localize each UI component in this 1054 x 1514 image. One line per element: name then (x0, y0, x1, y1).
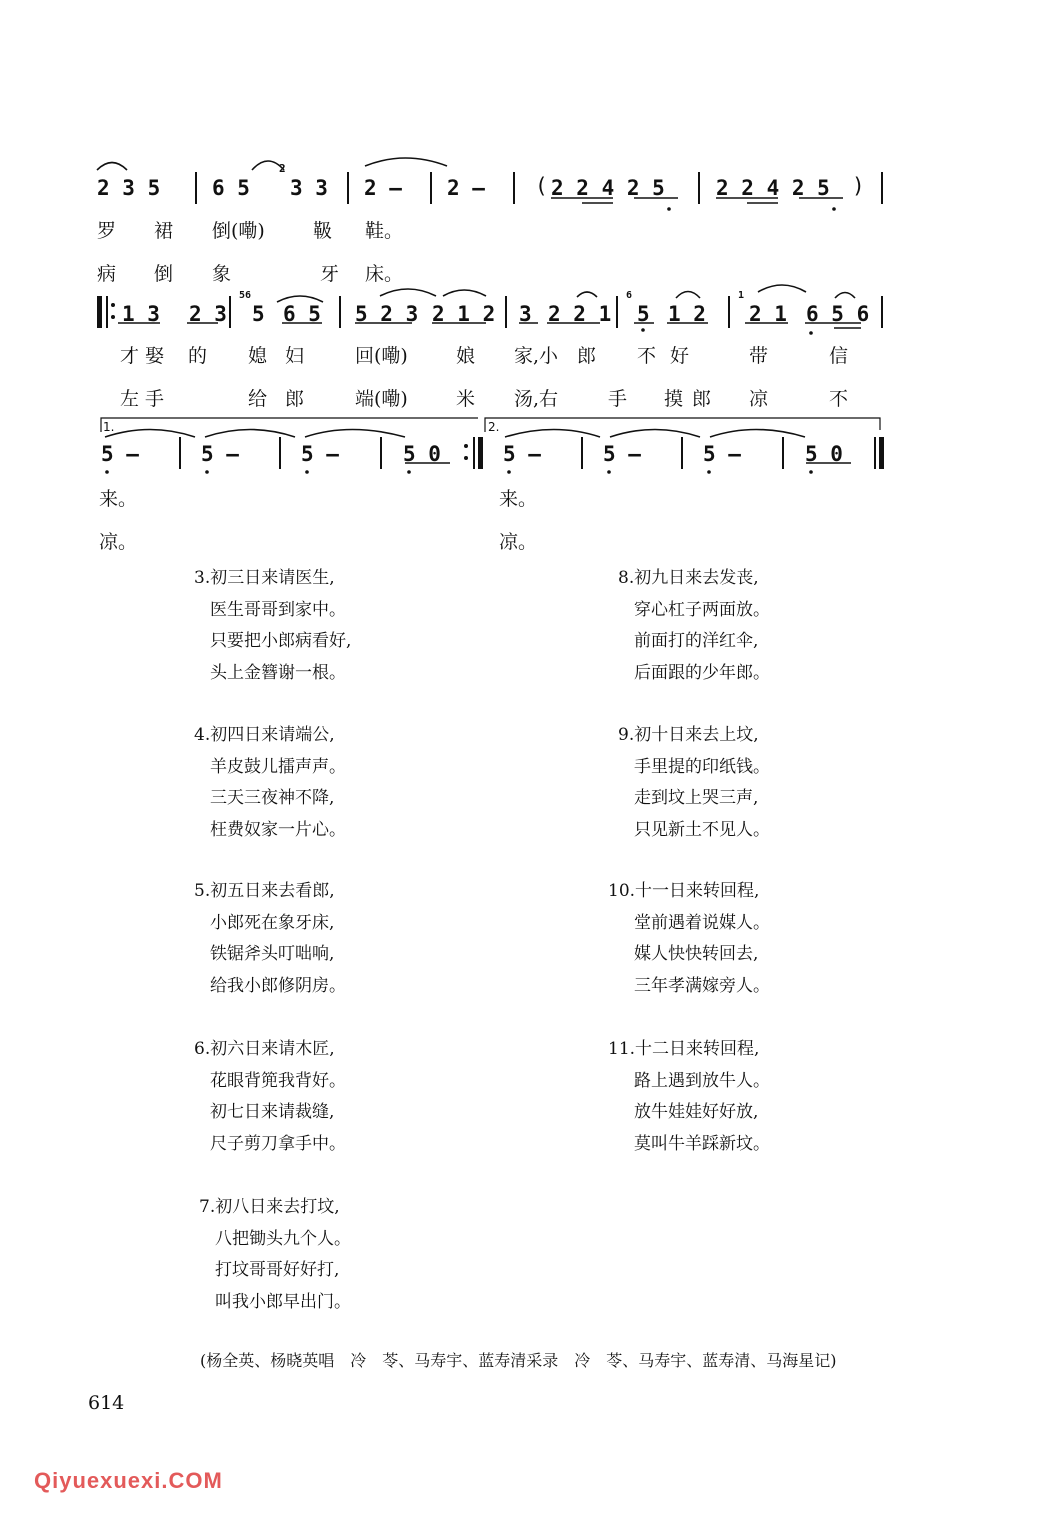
lyric-word: 米 (456, 388, 476, 410)
notes-221: 2 2 1 (548, 302, 612, 326)
notes-5dash: 5 – (703, 442, 741, 466)
barline (728, 296, 730, 328)
verse-line: 只要把小郎病看好, (210, 631, 352, 651)
notes-50: 5 0 (403, 442, 441, 466)
lyric-word: 倒(嘞) (212, 220, 265, 242)
verse-10 (608, 876, 770, 1002)
lyric-word: 带 (749, 345, 769, 367)
verse-line: 3.初三日来请医生, (194, 568, 335, 588)
final-barline (879, 437, 884, 469)
lyric-word: 郎 (285, 388, 305, 410)
notes-5dash: 5 – (301, 442, 339, 466)
barline (339, 296, 341, 328)
notes-65: 6 5 (212, 176, 250, 200)
barline (581, 437, 583, 469)
verse-line: 9.初十日来去上坟, (618, 725, 759, 745)
notes-2dash: 2 – (447, 176, 485, 200)
lyric-word: 凉 (749, 388, 769, 410)
verse-line: 11.十二日来转回程, (608, 1039, 760, 1059)
lyric-word: 郎 (577, 345, 597, 367)
page-number: 614 (88, 1392, 125, 1414)
paren-close: ) (852, 174, 865, 198)
repeat-start-thin (106, 296, 108, 328)
verse-line: 莫叫牛羊踩新坟。 (634, 1133, 770, 1154)
notes-65: 6 5 (283, 302, 321, 326)
barline (380, 437, 382, 469)
lyric-word: 家,小 (514, 345, 559, 367)
verse-line: 放牛娃娃好好放, (634, 1102, 759, 1122)
lyric-word: 信 (829, 345, 849, 367)
verse-line: 给我小郎修阴房。 (210, 975, 346, 996)
notes-50: 5 0 (805, 442, 843, 466)
lyric-word: 回(嘞) (355, 345, 408, 367)
barline (881, 172, 883, 204)
notes-12: 1 2 (668, 302, 706, 326)
verse-3 (194, 563, 352, 689)
notes-21: 2 1 (749, 302, 787, 326)
verse-5 (194, 876, 346, 1002)
lyric-word: 娘 (456, 345, 476, 367)
notes-656: 6 5 6 (806, 302, 870, 326)
notes-33: 3 3 (290, 176, 328, 200)
notes-523: 5 2 3 (355, 302, 419, 326)
barline (229, 296, 231, 328)
notes-23: 2 3 (189, 302, 227, 326)
notes-5dash: 5 – (201, 442, 239, 466)
verse-line: 走到坟上哭三声, (634, 788, 759, 808)
lyric-word: 手 (608, 388, 628, 410)
lyric-word: 罗 (97, 220, 117, 242)
tie (365, 158, 447, 166)
barline (881, 296, 883, 328)
lyric-word: 不 (637, 345, 657, 367)
lyric-word: 来。 (99, 488, 138, 510)
music-score (0, 0, 1054, 560)
verse-line: 初七日来请裁缝, (210, 1102, 335, 1122)
barline (505, 296, 507, 328)
barline (179, 437, 181, 469)
lyric-word: 裙 (154, 220, 174, 242)
verse-line: 手里提的印纸钱。 (634, 756, 770, 777)
notes-2dash: 2 – (364, 176, 402, 200)
verse-line: 三天三夜神不降, (210, 788, 335, 808)
lyric-word: 手 (145, 388, 165, 410)
verse-line: 叫我小郎早出门。 (215, 1291, 351, 1312)
lyric-word: 床。 (365, 263, 404, 285)
lyric-word: 媳 (248, 345, 268, 367)
notes-13: 1 3 (122, 302, 160, 326)
barline (279, 437, 281, 469)
grace-1: 1 (738, 290, 745, 301)
notes-3: 3 (519, 302, 532, 326)
barline (195, 172, 197, 204)
lyric-word: 靸 (313, 220, 333, 242)
verse-4 (194, 720, 346, 846)
lyric-word: 才 (120, 345, 140, 367)
lyric-word: 端(嘞) (355, 388, 408, 410)
verse-line: 穿心杠子两面放。 (634, 599, 770, 620)
notes-5: 5 (252, 302, 265, 326)
lyric-word: 象 (212, 263, 232, 285)
ending-2: 2. (488, 420, 500, 434)
lyric-word: 汤,右 (514, 388, 559, 410)
notes-212: 2 1 2 (432, 302, 496, 326)
verse-line: 八把锄头九个人。 (215, 1228, 351, 1249)
notes-235: 2 3 5 (97, 176, 161, 200)
verse-line: 路上遇到放牛人。 (634, 1070, 770, 1091)
verse-line: 尺子剪刀拿手中。 (210, 1133, 346, 1154)
verse-line: 医生哥哥到家中。 (210, 599, 346, 620)
verse-line: 8.初九日来去发丧, (618, 568, 759, 588)
verse-line: 5.初五日来去看郎, (194, 881, 335, 901)
lyric-word: 鞋。 (365, 220, 404, 242)
verse-line: 前面打的洋红伞, (634, 631, 759, 651)
watermark-logo: Qiyuexuexi.COM (34, 1468, 223, 1493)
lyric-word: 的 (188, 345, 208, 367)
verse-8 (618, 563, 770, 689)
verse-line: 媒人快快转回去, (634, 944, 759, 964)
notes-22425: 2 2 4 2 5 (716, 176, 830, 200)
verse-6 (194, 1034, 346, 1160)
lyric-word: 左 (120, 388, 140, 410)
verse-9 (618, 720, 770, 846)
repeat-end-thin (473, 437, 475, 469)
barline (616, 296, 618, 328)
lyric-word: 不 (829, 388, 849, 410)
barline (430, 172, 432, 204)
lyric-word: 给 (248, 388, 268, 410)
verse-line: 小郎死在象牙床, (210, 912, 335, 933)
barline (782, 437, 784, 469)
verse-line: 后面跟的少年郎。 (634, 662, 770, 683)
verse-line: 7.初八日来去打坟, (199, 1197, 340, 1217)
notes-5dash: 5 – (603, 442, 641, 466)
final-barline-thin (874, 437, 876, 469)
lyric-word: 凉。 (99, 531, 138, 553)
verse-line: 三年孝满嫁旁人。 (634, 975, 770, 996)
lyric-word: 病 (97, 263, 117, 285)
verse-line: 堂前遇着说媒人。 (634, 912, 770, 933)
lyric-word: 凉。 (499, 531, 538, 553)
lyric-word: 娶 (145, 345, 165, 367)
verse-line: 铁锯斧头叮咄响, (210, 944, 335, 964)
verse-line: 10.十一日来转回程, (608, 881, 760, 901)
lyric-word: 妇 (285, 345, 305, 367)
credits: (杨全英、杨晓英唱 冷 苓、马寿宇、蓝寿清采录 冷 苓、马寿宇、蓝寿清、马海星记) (200, 1351, 837, 1370)
ending-1: 1. (103, 420, 115, 434)
grace-56: 56 (239, 290, 252, 301)
lyric-word: 郎 (692, 388, 712, 410)
verse-line: 6.初六日来请木匠, (194, 1039, 335, 1059)
verse-line: 打坟哥哥好好打, (215, 1260, 340, 1280)
verse-7 (199, 1192, 351, 1318)
notes-5dash: 5 – (101, 442, 139, 466)
barline (513, 172, 515, 204)
verse-line: 枉费奴家一片心。 (210, 819, 346, 840)
lyric-word: 倒 (154, 263, 174, 285)
grace-6: 6 (626, 290, 633, 301)
grace-note: 2 (279, 162, 286, 175)
repeat-end (478, 437, 483, 469)
barline (681, 437, 683, 469)
verse-line: 羊皮鼓儿擂声声。 (210, 756, 346, 777)
verse-line: 4.初四日来请端公, (194, 725, 335, 745)
repeat-start (97, 296, 102, 328)
lyric-word: 好 (670, 345, 690, 367)
verse-line: 头上金簪谢一根。 (210, 662, 346, 683)
paren-open: ( (535, 174, 548, 198)
notes-22425: 2 2 4 2 5 (551, 176, 665, 200)
slur (97, 163, 127, 171)
notes-5: 5 (637, 302, 650, 326)
notes-5dash: 5 – (503, 442, 541, 466)
lyric-word: 牙 (320, 263, 340, 285)
barline (698, 172, 700, 204)
barline (347, 172, 349, 204)
verse-line: 只见新土不见人。 (634, 819, 770, 840)
verse-11 (608, 1034, 770, 1160)
verse-line: 花眼背篼我背好。 (210, 1070, 346, 1091)
lyric-word: 来。 (499, 488, 538, 510)
lyric-word: 摸 (664, 388, 684, 410)
